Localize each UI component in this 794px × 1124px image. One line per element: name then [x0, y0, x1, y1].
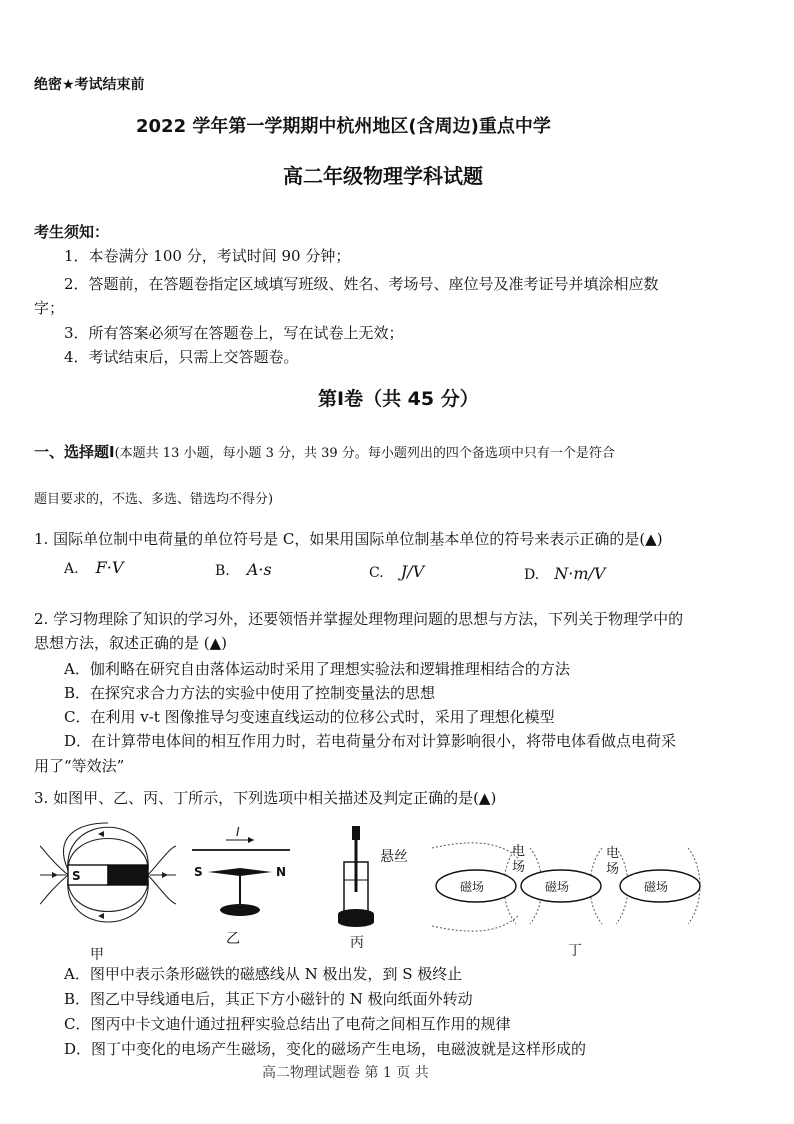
ding-field-1: 磁场: [460, 880, 485, 894]
q3-option-b: B．图乙中导线通电后，其正下方小磁针的 N 极向纸面外转动: [64, 990, 473, 1008]
exam-title: 2022 学年第一学期期中杭州地区(含周边)重点中学: [136, 116, 551, 137]
q1-option-d: [524, 564, 605, 583]
jia-s-label: S: [72, 869, 81, 883]
notice-item-2: 2．答题前，在答题卷指定区域填写班级、姓名、考场号、座位号及准考证号并填涂相应数: [64, 275, 659, 293]
ding-electric-field-1: 电场: [512, 844, 526, 875]
notice-item-4: 4．考试结束后，只需上交答题卷。: [64, 348, 299, 366]
q1-option-d-letter: D.: [524, 567, 540, 583]
q2-option-d-1: D．在计算带电体间的相互作用力时，若电荷量分布对计算影响很小，将带电体看做点电荷采: [64, 732, 677, 750]
yi-n-label: N: [276, 865, 287, 879]
q1-option-a-letter: A.: [64, 561, 79, 577]
q2-stem-1: 2. 学习物理除了知识的学习外，还要领悟并掌握处理物理问题的思想与方法，下列关于物理学中的: [34, 610, 684, 628]
page-footer: 高二物理试题卷 第 1 页 共: [262, 1065, 429, 1081]
ding-field-3: 磁场: [644, 880, 669, 894]
part-label: 一、选择题Ⅰ: [34, 443, 115, 461]
figure-ding-caption: 丁: [568, 943, 582, 959]
q1-option-b: [215, 560, 272, 579]
figure-jia-caption: 甲: [90, 947, 104, 963]
q1-option-a: [64, 558, 123, 577]
q1-option-c-letter: C.: [369, 565, 384, 581]
q2-stem-2: 思想方法，叙述正确的是 (▲): [34, 634, 228, 652]
figure-bing-caption: 丙: [350, 935, 364, 951]
secret-label: 绝密★考试结束前: [34, 77, 145, 93]
q3-option-c: C．图丙中卡文迪什通过扭秤实验总结出了电荷之间相互作用的规律: [64, 1015, 511, 1033]
section-title: 第Ⅰ卷（共 45 分）: [318, 388, 479, 410]
q2-option-b: B．在探究求合力方法的实验中使用了控制变量法的思想: [64, 684, 436, 702]
ding-electric-field-2: 电场: [606, 846, 620, 877]
q3-option-a: A．图甲中表示条形磁铁的磁感线从 N 极出发，到 S 极终止: [64, 965, 463, 983]
q1-stem: 1. 国际单位制中电荷量的单位符号是 C，如果用国际单位制基本单位的符号来表示正确的是(▲): [34, 530, 663, 548]
figure-bing-label: 悬丝: [380, 849, 408, 865]
part-desc-1: (本题共 13 小题，每小题 3 分，共 39 分。每小题列出的四个备选项中只有一个是符合: [114, 446, 615, 461]
q3-stem: 3. 如图甲、乙、丙、丁所示，下列选项中相关描述及判定正确的是(▲): [34, 789, 497, 807]
notice-item-1: 1．本卷满分 100 分，考试时间 90 分钟；: [64, 247, 351, 265]
part-description: [34, 441, 615, 462]
part-desc-2: 题目要求的，不选、多选、错选均不得分): [34, 492, 274, 507]
q1-option-c: [369, 562, 424, 581]
q3-option-d: D．图丁中变化的电场产生磁场，变化的磁场产生电场，电磁波就是这样形成的: [64, 1040, 587, 1058]
notice-item-2-cont: 字；: [34, 299, 65, 317]
q2-option-d-2: 用了“等效法”: [34, 757, 125, 775]
q1-option-b-letter: B.: [215, 563, 230, 579]
yi-current-label: I: [236, 826, 240, 839]
ding-field-2: 磁场: [545, 880, 570, 894]
figure-jia-bar-magnet: [38, 818, 178, 938]
figure-yi-wire-needle: [186, 826, 296, 926]
figure-bing-torsion-balance: [330, 822, 410, 932]
figure-yi-caption: 乙: [226, 931, 240, 947]
notice-heading: 考生须知：: [34, 223, 110, 241]
q1-option-a-text: F·V: [95, 558, 124, 577]
exam-subtitle: 高二年级物理学科试题: [283, 164, 483, 188]
q2-option-a: A．伽利略在研究自由落体运动时采用了理想实验法和逻辑推理相结合的方法: [64, 660, 570, 678]
q1-option-c-text: J/V: [400, 562, 425, 581]
q2-option-c: C．在利用 v-t 图像推导匀变速直线运动的位移公式时，采用了理想化模型: [64, 708, 555, 726]
q1-option-d-text: N·m/V: [554, 564, 606, 583]
figure-ding-em-wave: [428, 838, 718, 938]
notice-item-3: 3．所有答案必须写在答题卷上，写在试卷上无效；: [64, 324, 404, 342]
q1-option-b-text: A·s: [246, 560, 272, 579]
yi-s-label: S: [194, 865, 203, 879]
